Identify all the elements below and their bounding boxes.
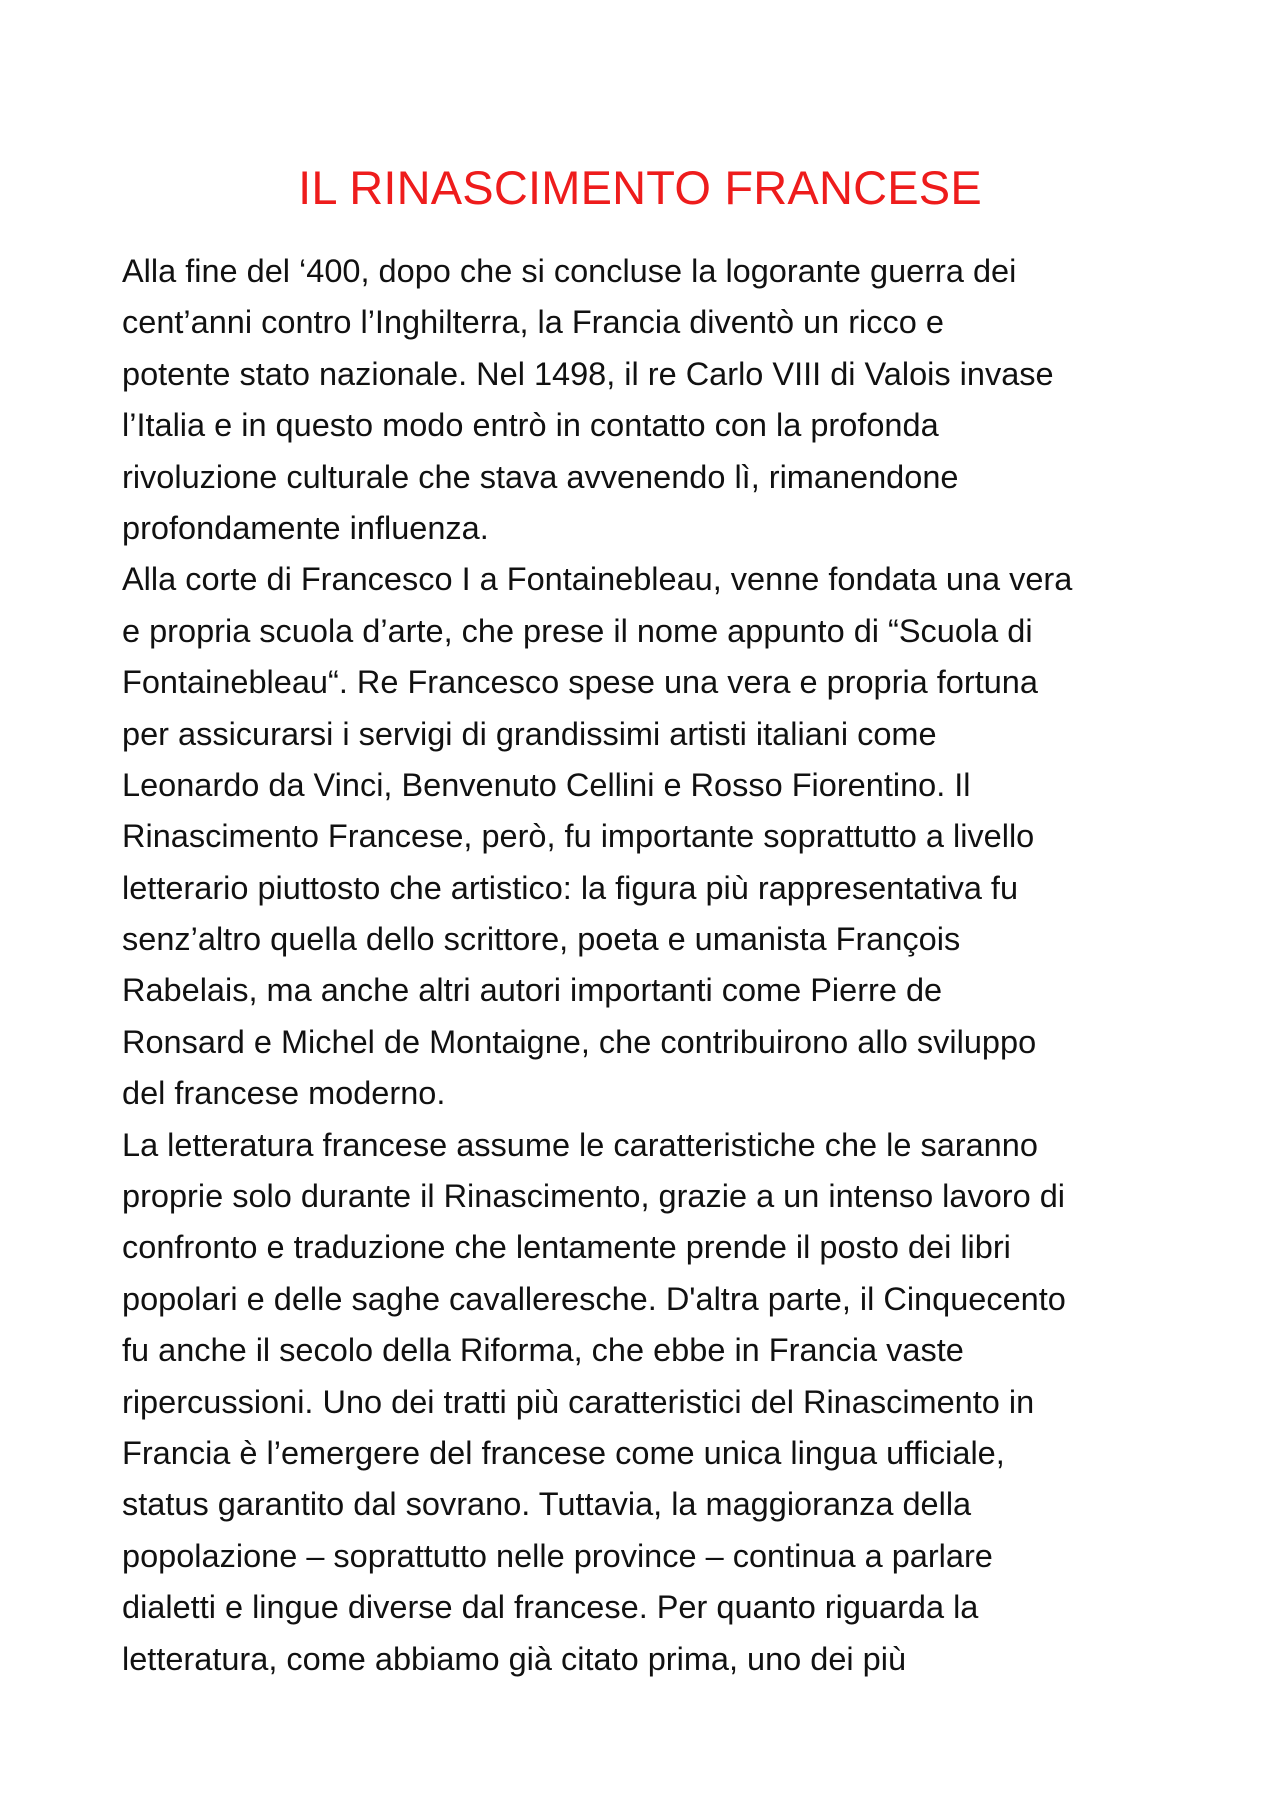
text-line: Leonardo da Vinci, Benvenuto Cellini e Rosso Fiorentino. Il bbox=[122, 766, 971, 803]
text-line: popolari e delle saghe cavalleresche. D'altra parte, il Cinquecento bbox=[122, 1280, 1066, 1317]
text-line: letterario piuttosto che artistico: la figura più rappresentativa fu bbox=[122, 869, 1019, 906]
text-line: del francese moderno. bbox=[122, 1075, 446, 1112]
text-line: ripercussioni. Uno dei tratti più caratteristici del Rinascimento in bbox=[122, 1383, 1035, 1420]
text-line: Alla corte di Francesco I a Fontainebleau, venne fondata una vera bbox=[122, 561, 1073, 598]
text-line: La letteratura francese assume le caratteristiche che le saranno bbox=[122, 1126, 1038, 1163]
text-line: cent’anni contro l’Inghilterra, la Francia diventò un ricco e bbox=[122, 304, 944, 341]
text-line: fu anche il secolo della Riforma, che ebbe in Francia vaste bbox=[122, 1332, 964, 1369]
body-text bbox=[122, 246, 1182, 1685]
text-line: e propria scuola d’arte, che prese il nome appunto di “Scuola di bbox=[122, 612, 1033, 649]
text-line: rivoluzione culturale che stava avvenendo lì, rimanendone bbox=[122, 458, 959, 495]
text-line: Alla fine del ‘400, dopo che si concluse la logorante guerra dei bbox=[122, 253, 1017, 289]
text-line: Rabelais, ma anche altri autori importanti come Pierre de bbox=[122, 972, 943, 1009]
text-line: l’Italia e in questo modo entrò in contatto con la profonda bbox=[122, 407, 939, 444]
text-line: per assicurarsi i servigi di grandissimi artisti italiani come bbox=[122, 715, 937, 752]
text-line: dialetti e lingue diverse dal francese. Per quanto riguarda la bbox=[122, 1589, 979, 1626]
text-line: confronto e traduzione che lentamente prende il posto dei libri bbox=[122, 1229, 1011, 1266]
text-line: letteratura, come abbiamo già citato prima, uno dei più bbox=[122, 1640, 907, 1677]
text-line: profondamente influenza. bbox=[122, 509, 489, 546]
text-line: Ronsard e Michel de Montaigne, che contribuirono allo sviluppo bbox=[122, 1023, 1037, 1060]
text-line: Francia è l’emergere del francese come unica lingua ufficiale, bbox=[122, 1434, 1005, 1471]
text-line: Rinascimento Francese, però, fu importante soprattutto a livello bbox=[122, 818, 1035, 855]
text-line: senz’altro quella dello scrittore, poeta e umanista François bbox=[122, 921, 961, 958]
text-line: status garantito dal sovrano. Tuttavia, la maggioranza della bbox=[122, 1486, 972, 1523]
text-line: potente stato nazionale. Nel 1498, il re Carlo VIII di Valois invase bbox=[122, 355, 1054, 392]
text-line: Fontainebleau“. Re Francesco spese una vera e propria fortuna bbox=[122, 664, 1038, 701]
text-line: popolazione – soprattutto nelle province – continua a parlare bbox=[122, 1537, 993, 1574]
page-title: IL RINASCIMENTO FRANCESE bbox=[298, 161, 982, 214]
text-line: proprie solo durante il Rinascimento, grazie a un intenso lavoro di bbox=[122, 1178, 1066, 1215]
